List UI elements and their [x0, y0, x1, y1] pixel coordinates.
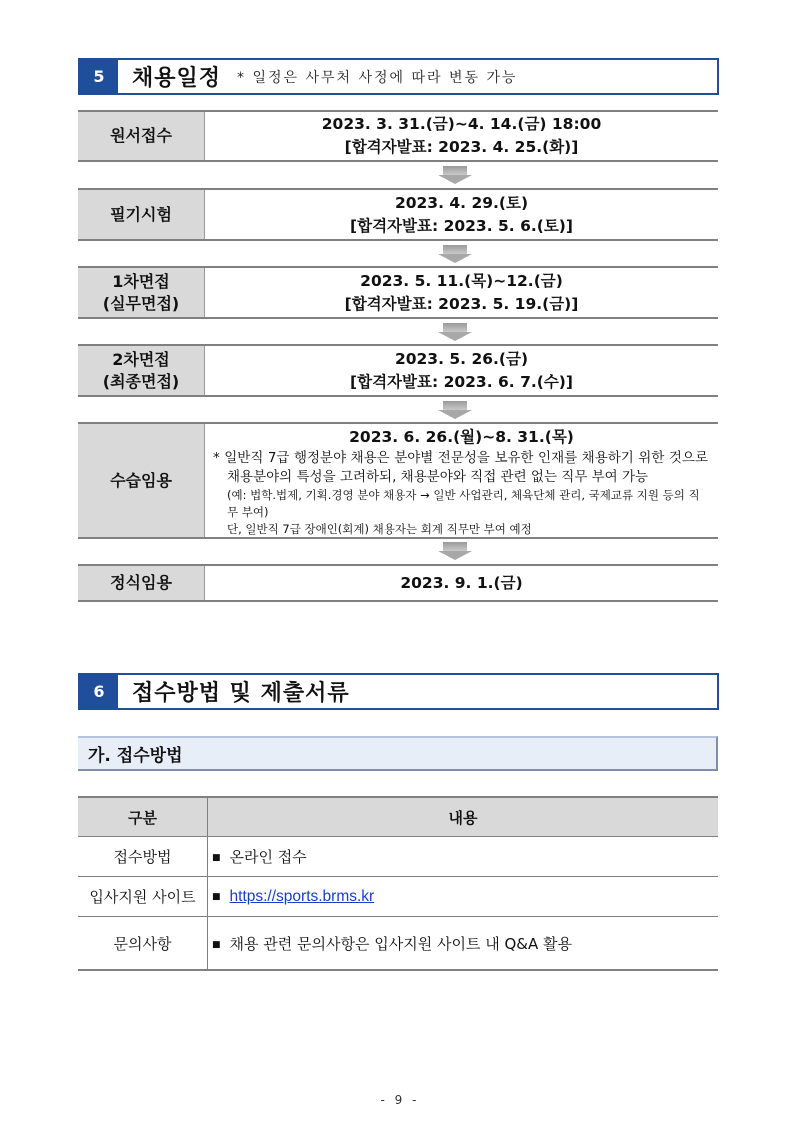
schedule-content: [205, 112, 718, 160]
schedule-row: [78, 564, 718, 602]
row-content: [208, 837, 719, 877]
schedule-result: [합격자발표: 2023. 6. 7.(수)]: [350, 372, 573, 391]
row-label: 접수방법: [78, 837, 208, 877]
row-content-text: 채용 관련 문의사항은 입사지원 사이트 내 Q&A 활용: [229, 934, 572, 953]
schedule-label: 1차면접 (실무면접): [78, 268, 205, 317]
schedule-label: 필기시험: [78, 190, 205, 239]
column-header: 내용: [208, 797, 719, 837]
section-title: 채용일정: [132, 66, 222, 91]
schedule-label: 원서접수: [78, 112, 205, 160]
schedule-content: [205, 566, 718, 600]
schedule-date: 2023. 9. 1.(금): [400, 573, 523, 592]
page-number: - 9 -: [380, 1093, 420, 1107]
subsection-title: 가. 접수방법: [78, 736, 718, 771]
section-number: 5: [80, 60, 118, 93]
down-arrow-icon: [438, 401, 472, 419]
schedule-row: [78, 422, 718, 539]
column-header: 구분: [78, 797, 208, 837]
bullet-icon: ■: [212, 892, 221, 902]
row-content: [208, 877, 719, 917]
row-label: 문의사항: [78, 917, 208, 971]
schedule-label: 정식임용: [78, 566, 205, 600]
schedule-date: 2023. 6. 26.(월)~8. 31.(목): [349, 428, 574, 446]
down-arrow-icon: [438, 542, 472, 560]
down-arrow-icon: [438, 166, 472, 184]
schedule-date: 2023. 5. 26.(금): [394, 349, 529, 368]
row-content: [208, 917, 719, 971]
schedule-content: [205, 346, 718, 395]
schedule-label: 수습임용: [78, 424, 205, 537]
section-header-application: [78, 673, 719, 710]
section-header-schedule: [78, 58, 719, 95]
table-header-row: [78, 797, 718, 837]
down-arrow-icon: [438, 323, 472, 341]
table-row: [78, 877, 718, 917]
schedule-row: [78, 110, 718, 162]
schedule-content: [205, 424, 718, 537]
schedule-result: [합격자발표: 2023. 5. 6.(토)]: [350, 216, 573, 235]
schedule-label: 2차면접 (최종면접): [78, 346, 205, 395]
down-arrow-icon: [438, 245, 472, 263]
schedule-date: 2023. 3. 31.(금)~4. 14.(금) 18:00: [321, 115, 602, 133]
application-table: [78, 796, 718, 971]
section-title: 접수방법 및 제출서류: [132, 681, 350, 706]
note-main: * 일반직 7급 행정분야 채용은 분야별 전문성을 보유한 인재를 채용하기 위한 것으로 채용분야의 특성을 고려하되, 채용분야와 직접 관련 없는 직무 부여 가능: [213, 450, 708, 485]
table-row: [78, 837, 718, 877]
bullet-icon: ■: [212, 853, 221, 863]
section-number: 6: [80, 675, 118, 708]
schedule-row: [78, 188, 718, 241]
probation-notes: [205, 449, 718, 538]
schedule-row: [78, 266, 718, 319]
application-site-link[interactable]: https://sports.brms.kr: [229, 888, 375, 905]
schedule-result: [합격자발표: 2023. 5. 19.(금)]: [344, 294, 579, 313]
section-note: * 일정은 사무처 사정에 따라 변동 가능: [237, 69, 518, 86]
schedule-date: 2023. 4. 29.(토): [394, 193, 529, 212]
note-disabled: 단, 일반직 7급 장애인(회계) 채용자는 회계 직무만 부여 예정: [227, 522, 532, 536]
table-row: [78, 917, 718, 971]
schedule-content: [205, 268, 718, 317]
note-example: (예: 법학.법제, 기획.경영 분야 채용자 → 일반 사업관리, 체육단체 관리, 국제교류 지원 등의 직무 부여): [227, 488, 700, 519]
schedule-content: [205, 190, 718, 239]
schedule-result: [합격자발표: 2023. 4. 25.(화)]: [344, 138, 579, 156]
bullet-icon: ■: [212, 939, 221, 950]
row-label: 입사지원 사이트: [78, 877, 208, 917]
schedule-row: [78, 344, 718, 397]
row-content-text: 온라인 접수: [229, 848, 307, 866]
schedule-date: 2023. 5. 11.(목)~12.(금): [360, 271, 563, 290]
